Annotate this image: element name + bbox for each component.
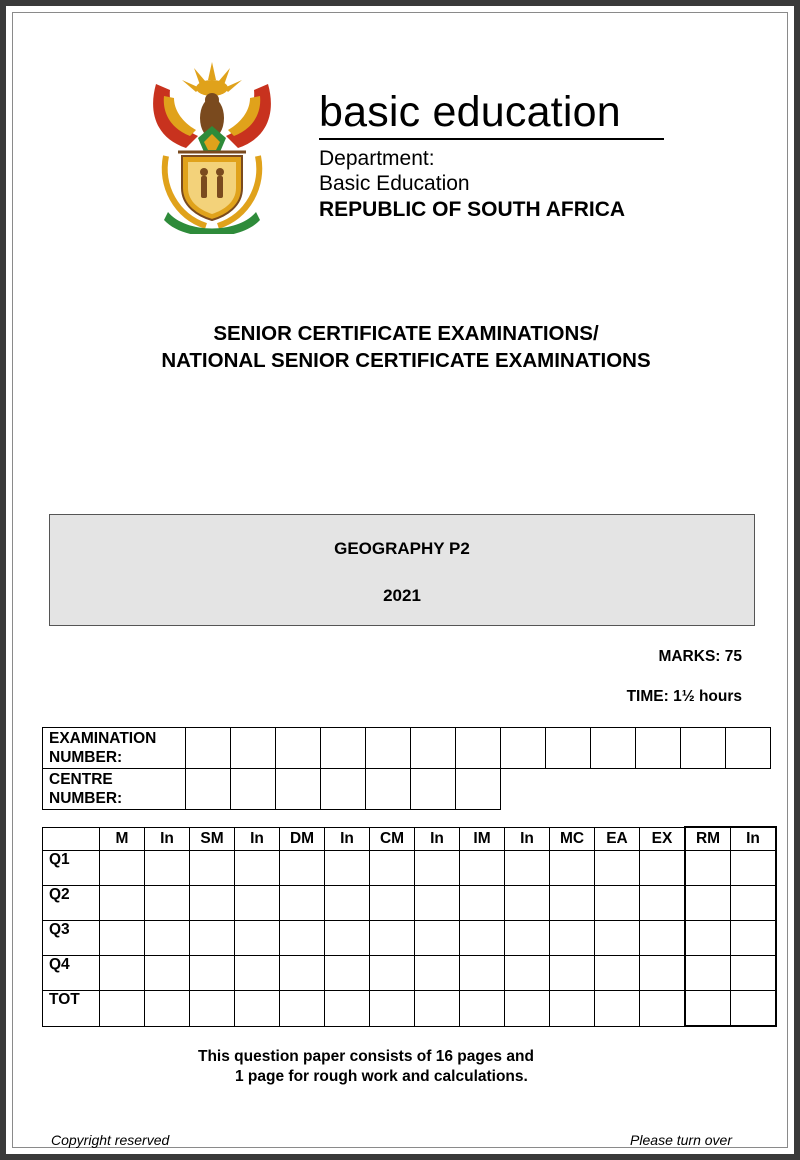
marking-grid-cell[interactable] [190,921,235,956]
marking-grid-cell[interactable] [731,991,777,1027]
marking-grid-row-label: Q2 [43,886,100,921]
centre-number-label: CENTRE NUMBER: [43,769,186,810]
marking-grid-cell[interactable] [325,921,370,956]
examination-number-cell[interactable] [726,728,771,769]
examination-number-cell[interactable] [636,728,681,769]
marking-grid-cell[interactable] [460,991,505,1027]
marking-grid-cell[interactable] [235,921,280,956]
examination-number-cell[interactable] [321,728,366,769]
marking-grid-column-header: In [325,827,370,851]
marking-grid-cell[interactable] [595,956,640,991]
marking-grid-cell[interactable] [370,991,415,1027]
marking-grid-cell[interactable] [280,921,325,956]
marking-grid-column-header: In [415,827,460,851]
marking-grid-cell[interactable] [100,956,145,991]
marking-grid-row-label: Q3 [43,921,100,956]
marking-grid-cell[interactable] [145,991,190,1027]
marking-grid-cell[interactable] [505,851,550,886]
marking-grid-column-header: CM [370,827,415,851]
marking-grid-cell[interactable] [325,851,370,886]
exam-title-line-1: SENIOR CERTIFICATE EXAMINATIONS/ [213,322,599,345]
marking-grid-cell[interactable] [280,991,325,1027]
subject-box [49,514,755,626]
marking-grid-row [43,886,777,921]
examination-number-cell[interactable] [501,728,546,769]
marking-grid-cell[interactable] [550,921,595,956]
centre-number-cell[interactable] [321,769,366,810]
examination-number-cell[interactable] [411,728,456,769]
marking-grid-cell[interactable] [415,956,460,991]
marking-grid-cell[interactable] [640,851,686,886]
marking-grid-cell[interactable] [325,956,370,991]
marking-grid-cell[interactable] [190,956,235,991]
marking-grid-row [43,956,777,991]
marking-grid-column-header: IM [460,827,505,851]
marking-grid-cell[interactable] [731,851,777,886]
marking-grid-cell[interactable] [640,886,686,921]
examination-number-cell[interactable] [186,728,231,769]
marking-grid-row [43,921,777,956]
candidate-number-table [42,727,771,810]
marking-grid-cell[interactable] [550,991,595,1027]
marking-grid-cell[interactable] [550,851,595,886]
marking-grid-cell[interactable] [280,851,325,886]
marking-grid-cell[interactable] [235,956,280,991]
department-branding [319,90,669,223]
centre-number-cell[interactable] [186,769,231,810]
marking-grid-row [43,991,777,1027]
marking-grid-cell[interactable] [145,886,190,921]
examination-number-cell[interactable] [231,728,276,769]
marking-grid-cell[interactable] [190,851,235,886]
examination-number-cell[interactable] [591,728,636,769]
marking-grid-cell[interactable] [685,886,731,921]
marking-grid-cell[interactable] [640,956,686,991]
copyright-footer: Copyright reserved [51,1132,170,1148]
crest-sun [182,62,242,96]
department-name: Basic Education [319,172,470,195]
marking-grid-column-header: In [505,827,550,851]
marking-grid-cell[interactable] [640,991,686,1027]
marking-grid-column-header: MC [550,827,595,851]
marking-grid-cell[interactable] [190,886,235,921]
marking-grid-cell[interactable] [460,851,505,886]
marking-grid-column-header: M [100,827,145,851]
marking-grid-column-header: DM [280,827,325,851]
marking-grid-cell[interactable] [550,886,595,921]
marking-grid-cell[interactable] [370,851,415,886]
marking-grid-column-header: In [731,827,777,851]
centre-number-cell[interactable] [231,769,276,810]
exam-title [6,320,800,374]
marking-grid-cell[interactable] [145,956,190,991]
marking-grid-cell[interactable] [595,991,640,1027]
marking-grid-cell[interactable] [235,851,280,886]
turn-over-footer: Please turn over [630,1132,732,1148]
marking-grid-cell[interactable] [415,991,460,1027]
marking-grid-cell[interactable] [280,956,325,991]
marking-grid-cell[interactable] [685,956,731,991]
marking-grid-cell[interactable] [731,886,777,921]
marking-grid-cell[interactable] [550,956,595,991]
marking-grid-cell[interactable] [280,886,325,921]
marking-grid-cell[interactable] [370,921,415,956]
marking-grid-cell[interactable] [235,886,280,921]
coat-of-arms-logo [146,56,278,234]
marking-grid-cell[interactable] [415,851,460,886]
marking-grid-cell[interactable] [370,886,415,921]
marking-grid-cell[interactable] [100,991,145,1027]
subject-name: GEOGRAPHY P2 [334,539,470,558]
centre-number-row [43,769,771,810]
marking-grid-row-label: TOT [43,991,100,1027]
marking-grid-cell[interactable] [685,851,731,886]
exam-title-line-2: NATIONAL SENIOR CERTIFICATE EXAMINATIONS [161,349,651,372]
exam-duration: TIME: 1½ hours [626,688,742,705]
marking-grid-column-header: EX [640,827,686,851]
marking-grid-cell[interactable] [685,991,731,1027]
marking-grid-cell[interactable] [460,921,505,956]
marking-grid-cell[interactable] [505,921,550,956]
marking-grid-cell[interactable] [595,886,640,921]
marking-grid-cell[interactable] [505,991,550,1027]
marking-grid-column-header: In [145,827,190,851]
marking-grid-cell[interactable] [325,886,370,921]
brand-title: basic education [319,90,664,140]
marking-grid-cell[interactable] [235,991,280,1027]
marking-grid-cell[interactable] [145,851,190,886]
marking-grid-cell[interactable] [595,921,640,956]
marking-grid-column-header: SM [190,827,235,851]
department-label: Department: [319,147,435,170]
examination-number-cell[interactable] [276,728,321,769]
page-count-line-2: 1 page for rough work and calculations. [235,1068,528,1085]
centre-number-cell[interactable] [366,769,411,810]
marking-grid-cell[interactable] [370,956,415,991]
examination-number-cell[interactable] [366,728,411,769]
marking-grid-column-header: RM [685,827,731,851]
marking-grid-column-header: EA [595,827,640,851]
marking-grid-cell[interactable] [190,991,235,1027]
examination-number-cell[interactable] [456,728,501,769]
marking-grid-cell[interactable] [415,886,460,921]
examination-number-cell[interactable] [546,728,591,769]
marking-grid-row-label: Q1 [43,851,100,886]
marking-grid-cell[interactable] [595,851,640,886]
country-name: REPUBLIC OF SOUTH AFRICA [319,198,626,221]
marking-grid-corner [43,827,100,851]
examination-number-row [43,728,771,769]
page-count-line-1: This question paper consists of 16 pages and [198,1048,534,1065]
marking-grid-table [42,826,777,1027]
marking-grid-cell[interactable] [415,921,460,956]
marking-grid-cell[interactable] [100,921,145,956]
marking-grid-cell[interactable] [685,921,731,956]
examination-number-label: EXAMINATION NUMBER: [43,728,186,769]
marking-grid-cell[interactable] [731,956,777,991]
marking-grid-cell[interactable] [100,886,145,921]
examination-number-cell[interactable] [681,728,726,769]
marking-grid-cell[interactable] [100,851,145,886]
marking-grid-row-label: Q4 [43,956,100,991]
marking-grid-row [43,851,777,886]
marking-grid-cell[interactable] [731,921,777,956]
total-marks: MARKS: 75 [658,648,742,665]
subject-year: 2021 [383,586,421,605]
marking-grid-cell[interactable] [145,921,190,956]
marking-grid-cell[interactable] [460,886,505,921]
centre-number-cell[interactable] [411,769,456,810]
centre-number-cell[interactable] [276,769,321,810]
marking-grid-cell[interactable] [505,886,550,921]
marking-grid-cell[interactable] [325,991,370,1027]
marking-grid-cell[interactable] [640,921,686,956]
centre-number-cell[interactable] [456,769,501,810]
marking-grid-column-header: In [235,827,280,851]
marking-grid-cell[interactable] [505,956,550,991]
marking-grid-cell[interactable] [460,956,505,991]
marking-grid-header-row [43,827,777,851]
